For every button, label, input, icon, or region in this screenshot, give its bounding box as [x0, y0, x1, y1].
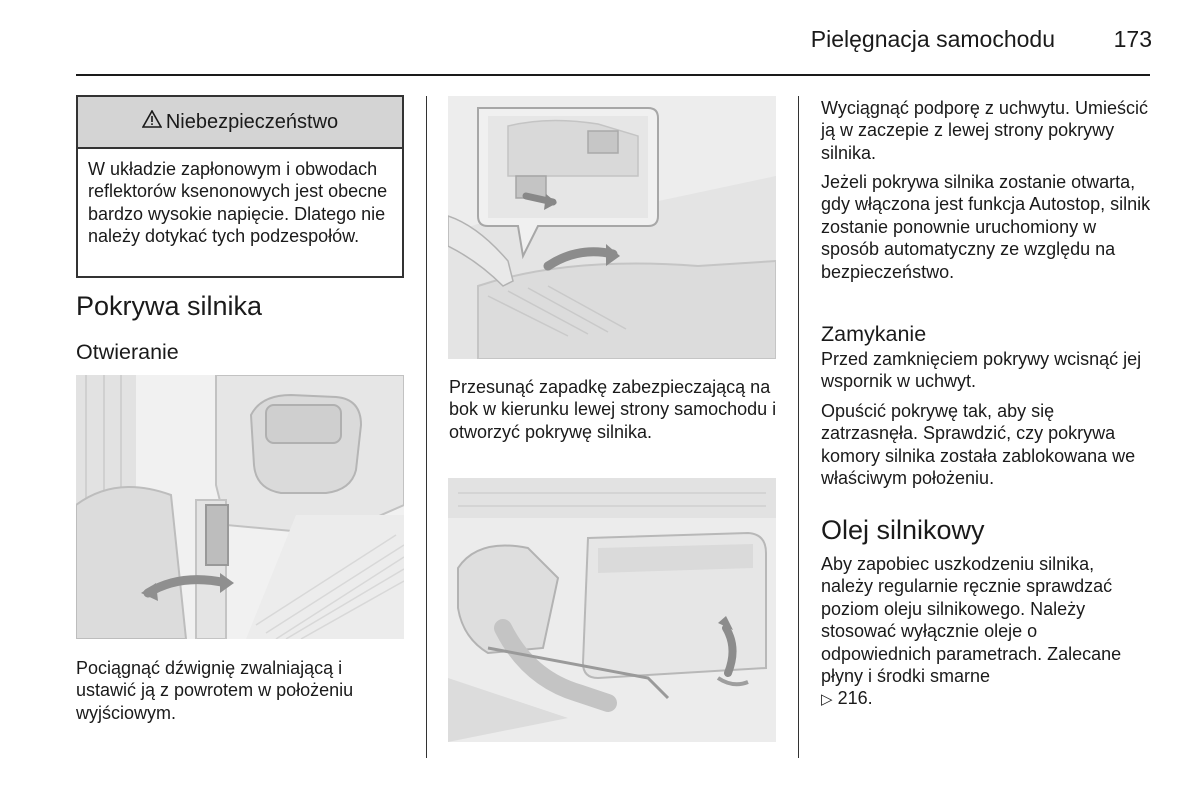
hood-latch-caption: Przesunąć zapadkę zabezpieczającą na bok w kierunku lewej strony samochodu i otworzyć pokrywę silnika.: [449, 377, 777, 442]
section-title: Pokrywa silnika: [76, 291, 263, 321]
closing-support-text: Przed zamknięciem pokrywy wcisnąć jej wspornik w uchwyt.: [821, 349, 1142, 392]
page-number: 173: [1113, 26, 1152, 52]
hood-latch-illustration: [448, 96, 776, 359]
autostop-note: Jeżeli pokrywa silnika zostanie otwarta, gdy włączona jest funkcja Autostop, silnik zostanie ponownie uruchomiony w sposób automatyczny ze względu na bezpieczeństwo.: [821, 172, 1151, 282]
support-instructions: Wyciągnąć podporę z uchwytu. Umieścić ją w zaczepie z lewej strony pokrywy silnika.: [821, 98, 1148, 163]
engine-bay-illustration: [448, 478, 776, 742]
column-divider: [426, 96, 427, 758]
subsection-title: Otwieranie: [76, 340, 179, 364]
closing-latch-text: Opuścić pokrywę tak, aby się zatrzasnęła. Sprawdzić, czy pokrywa komory silnika została zablokowana we właściwym położeniu.: [821, 401, 1136, 489]
release-lever-illustration: [76, 375, 404, 639]
reference-arrow-icon: ▷: [821, 691, 833, 709]
danger-notice-title: Niebezpieczeństwo: [165, 110, 339, 133]
engine-oil-title: Olej silnikowy: [821, 515, 985, 545]
danger-notice-header: [78, 97, 402, 149]
closing-title: Zamykanie: [821, 322, 927, 346]
running-header-title: Pielęgnacja samochodu: [810, 26, 1055, 52]
column-divider: [798, 96, 799, 758]
engine-oil-body: Aby zapobiec uszkodzeniu silnika, należy regularnie ręcznie sprawdzać poziom oleju silnikowego. Należy stosować wyłącznie oleje o odpowiednich parametrach. Zalecane płyny i środki smarne: [821, 554, 1122, 687]
release-lever-caption: Pociągnąć dźwignię zwalniającą i ustawić ją z powrotem w położeniu wyjściowym.: [76, 658, 354, 723]
engine-oil-text: [821, 553, 1151, 712]
danger-notice: [76, 95, 404, 278]
page-reference-link[interactable]: 216.: [837, 688, 873, 709]
header-rule: [76, 74, 1150, 76]
danger-notice-text: W układzie zapłonowym i obwodach reflektorów ksenonowych jest obecne bardzo wysokie napięcie. Dlatego nie należy dotykać tych podzespołów.: [88, 159, 388, 247]
warning-triangle-icon: [142, 110, 162, 134]
